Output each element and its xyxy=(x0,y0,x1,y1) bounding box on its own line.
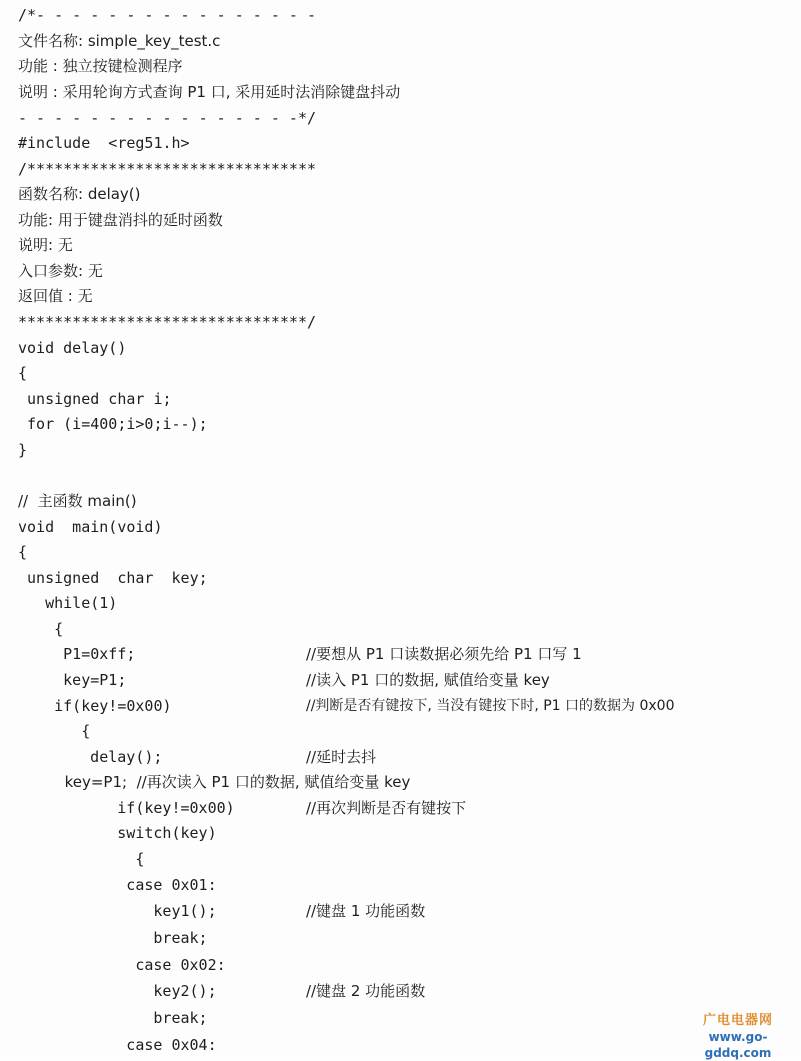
if2-code: if(key!=0x00) xyxy=(36,799,235,817)
watermark-site-name: 广电电器网 xyxy=(702,1013,773,1028)
delay-comment-open: /******************************** xyxy=(18,160,317,178)
delay-brace-close: } xyxy=(18,441,28,459)
delay-call-code: delay(); xyxy=(36,748,163,766)
key1-comment: //键盘 1 功能函数 xyxy=(306,902,426,920)
header-comment-open: /*- - - - - - - - - - - - - - - - xyxy=(18,6,317,24)
break2-line: break; xyxy=(36,1009,208,1027)
delay-decl: unsigned char i; xyxy=(18,390,172,408)
main-decl: unsigned char key; xyxy=(18,569,208,587)
main-comment: // 主函数 main() xyxy=(18,492,137,510)
delay-name-line: 函数名称: delay() xyxy=(18,185,141,203)
watermark-url: www.go-gddq.com xyxy=(704,1030,772,1060)
while-brace: { xyxy=(18,620,64,638)
read-key-code: key=P1; xyxy=(18,671,127,689)
key2-code: key2(); xyxy=(36,982,217,1000)
delay-call-comment: //延时去抖 xyxy=(306,748,377,766)
case-04-line: case 0x04: xyxy=(36,1036,217,1054)
header-comment-close: - - - - - - - - - - - - - - - -*/ xyxy=(18,109,317,127)
delay-brace-open: { xyxy=(18,364,28,382)
case-01-line: case 0x01: xyxy=(36,876,217,894)
reread-line: key=P1; //再次读入 P1 口的数据, 赋值给变量 key xyxy=(36,773,411,791)
header-note-line: 说明 : 采用轮询方式查询 P1 口, 采用延时法消除键盘抖动 xyxy=(18,83,401,101)
p1-init-comment: //要想从 P1 口读数据必须先给 P1 口写 1 xyxy=(306,645,582,663)
p1-init-code: P1=0xff; xyxy=(18,645,136,663)
main-signature: void main(void) xyxy=(18,518,163,536)
read-key-comment: //读入 P1 口的数据, 赋值给变量 key xyxy=(306,671,550,689)
key1-code: key1(); xyxy=(36,902,217,920)
header-filename-line: 文件名称: simple_key_test.c xyxy=(18,32,221,50)
watermark-logo xyxy=(683,1013,793,1060)
if-key-comment: //判断是否有键按下, 当没有键按下时, P1 口的数据为 0x00 xyxy=(306,698,675,714)
delay-returns-line: 返回值 : 无 xyxy=(18,287,93,305)
switch-line: switch(key) xyxy=(36,824,217,842)
delay-loop: for (i=400;i>0;i--); xyxy=(18,415,208,433)
include-directive: #include <reg51.h> xyxy=(18,134,190,152)
switch-brace: { xyxy=(36,850,145,868)
while-line: while(1) xyxy=(18,594,118,612)
delay-note-line: 说明: 无 xyxy=(18,236,73,254)
main-brace-open: { xyxy=(18,543,28,561)
header-function-line: 功能 : 独立按键检测程序 xyxy=(18,57,183,75)
if-brace: { xyxy=(18,722,91,740)
delay-params-line: 入口参数: 无 xyxy=(18,262,103,280)
delay-signature: void delay() xyxy=(18,339,127,357)
if2-comment: //再次判断是否有键按下 xyxy=(306,799,467,817)
case-02-line: case 0x02: xyxy=(36,956,226,974)
delay-comment-close: ********************************/ xyxy=(18,313,317,331)
break1-line: break; xyxy=(36,929,208,947)
delay-function-line: 功能: 用于键盘消抖的延时函数 xyxy=(18,211,223,229)
if-key-code: if(key!=0x00) xyxy=(18,697,172,715)
key2-comment: //键盘 2 功能函数 xyxy=(306,982,426,1000)
